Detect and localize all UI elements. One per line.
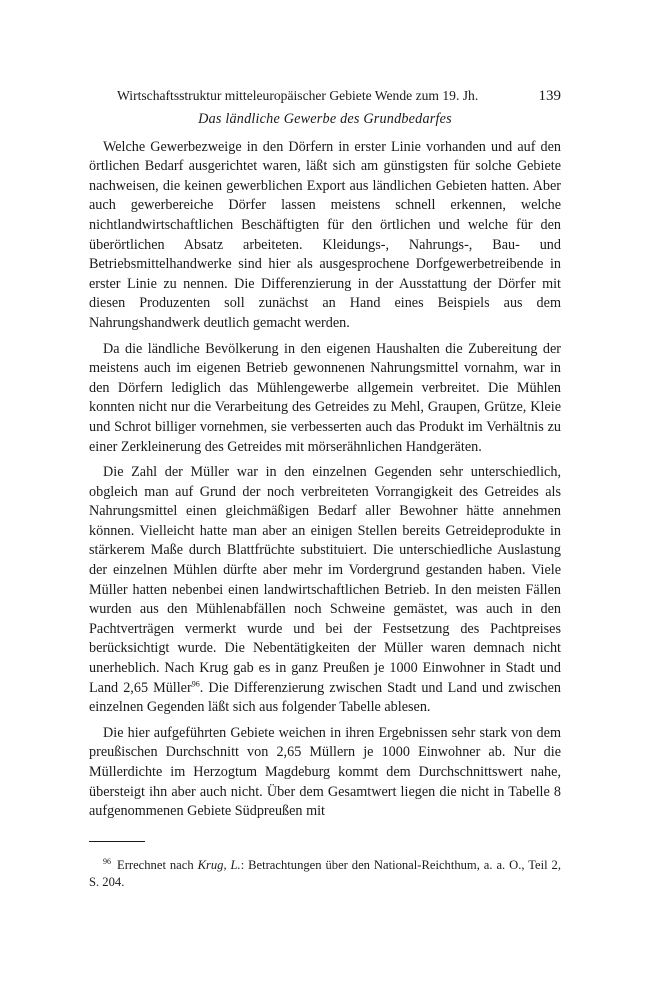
paragraph-4: Die hier aufgeführten Gebiete weichen in ihren Ergebnissen sehr stark von dem preußischen Durchschnitt von 2,65 Müllern je 1000 Einwohner ab. Nur die Müllerdichte im Herzogtum Magdeburg kommt dem Durchschnittswert nahe, übersteigt ihn aber auch nicht. Über dem Gesamtwert liegen die nicht in Tabelle 8 aufgenommenen Gebiete Südpreußen mit [89,724,561,820]
footnotes [89,857,561,891]
footnote-reference: 96 [191,678,200,688]
page-number: 139 [538,88,561,104]
paragraph-2: Da die ländliche Bevölkerung in den eigenen Haushalten die Zubereitung der meistens auch im eigenen Betrieb gewonnenen Nahrungsmittel vornahm, war in den Dörfern lediglich das Mühlengewerbe allgemein verbreitet. Die Mühlen konnten nicht nur die Verarbeitung des Getreides zu Mehl, Graupen, Grütze, Kleie und Schrot billiger vornehmen, sie verbesserten auch das Produkt im Verhältnis zu einer Zerkleinerung des Getreides mit mörserähnlichen Handgeräten. [89,340,561,455]
footnote-text-after: : Betrachtungen über den National-Reichthum, a. a. O., Teil 2, S. 204. [89,858,561,889]
footnote-divider [89,841,145,842]
book-page [89,86,562,889]
paragraph-1: Welche Gewerbezweige in den Dörfern in erster Linie vorhanden und auf den örtlichen Bedarf ausgerichtet waren, läßt sich am günstigsten für solche Gebiete nachweisen, die keinen gewerblichen Export aus ländlichen Gebieten hatten. Aber auch gewerbereiche Dörfer lassen meistens schnell erkennen, welche nichtlandwirtschaftlichen Beschäftigten für den örtlichen und welche für den überörtlichen Absatz arbeiteten. Kleidungs-, Nahrungs-, Bau- und Betriebsmittelhandwerke sind hier als ausgesprochene Dorfgewerbetreibende in erster Linie zu nennen. Die Differenzierung in der Ausstattung der Dörfer mit diesen Produzenten soll zunächst an Hand eines Beispiels aus dem Nahrungshandwerk deutlich gemacht werden. [89,138,561,331]
running-head [89,86,561,106]
running-title: Wirtschaftsstruktur mitteleuropäischer Gebiete Wende zum 19. Jh. [117,88,479,103]
paragraph-3 [89,463,561,718]
footnote-author: Krug, L. [197,858,241,872]
footnote [89,857,561,891]
footnote-text-before: Errechnet nach [117,858,198,872]
paragraph-3-text: Die Zahl der Müller war in den einzelnen Gegenden sehr unterschiedlich, obgleich man auf Grund der noch verbreiteten Vorrangigkeit des Getreides als Nahrungsmittel einen gleichmäßigen Bedarf aller Bewohner hätte annehmen können. Vielleicht hatte man aber an einigen Stellen bereits Getreideprodukte in stärkerem Maße durch Blattfrüchte substituiert. Die unterschiedliche Auslastung der einzelnen Mühlen dürfte aber mehr im Vordergrund gestanden haben. Viele Müller hatten nebenbei einen landwirtschaftlichen Betrieb. In den meisten Fällen wurden aus den Mühlenabfällen noch Schweine gemästet, was auch in den Pachtverträgen vermerkt wurde und bei der Festsetzung des Pachtpreises berücksichtigt wurde. Die Nebentätigkeiten der Müller waren demnach nicht unerheblich. Nach Krug gab es in ganz Preußen je 1000 Einwohner in Stadt und Land 2,65 Müller [89,464,561,696]
footnote-number: 96 [103,856,111,866]
paragraph-3-continuation: . Die Differenzierung zwischen Stadt und Land und zwischen einzelnen Gegenden läßt sich aus folgender Tabelle ablesen. [89,679,562,716]
section-heading: Das ländliche Gewerbe des Grundbedarfes [198,111,452,127]
